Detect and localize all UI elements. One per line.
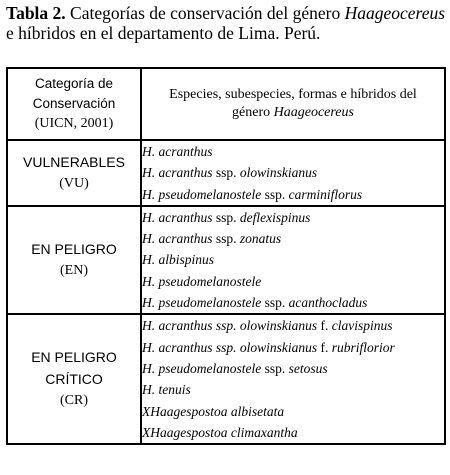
species-list: [141, 206, 445, 314]
species-item: [142, 358, 444, 379]
category-code: (VU): [59, 175, 89, 191]
species-name: H. acranthus: [142, 165, 213, 181]
species-item: [142, 207, 444, 228]
table-caption: [6, 3, 446, 43]
infraspecific-name: olowinskianus: [239, 165, 318, 181]
species-item: [142, 315, 444, 336]
category-cell: [7, 314, 141, 444]
caption-text-2: e híbridos en el departamento de Lima. Perú.: [6, 23, 321, 43]
species-name: H. acranthus: [142, 231, 213, 247]
species-name: H. tenuis: [142, 382, 191, 398]
species-list: [141, 314, 445, 444]
category-name: VULNERABLES: [23, 153, 125, 170]
species-item: [142, 292, 444, 313]
rank-label: f.: [317, 318, 332, 334]
species-name: H. acranthus: [142, 209, 213, 225]
table-row-en: [7, 206, 445, 314]
category-code: (EN): [60, 263, 88, 279]
header-category-line3: (UICN, 2001): [34, 116, 114, 131]
species-name: XHaagespostoa albisetata: [142, 403, 285, 419]
species-item: [142, 271, 444, 292]
rank-label: ssp.: [212, 165, 240, 181]
header-category-line2: Conservación: [32, 96, 116, 111]
species-item: [142, 141, 444, 162]
infraspecific-name: deflexispinus: [239, 209, 311, 225]
species-item: [142, 228, 444, 249]
species-name: H. albispinus: [142, 252, 215, 268]
species-item: [142, 401, 444, 422]
species-name: H. acranthus ssp. olowinskianus: [142, 318, 318, 334]
header-species-genus: Haageocereus: [273, 105, 354, 120]
species-name: H. acranthus ssp. olowinskianus: [142, 339, 318, 355]
species-name: H. pseudomelanostele: [142, 295, 262, 311]
species-name: H. pseudomelanostele: [142, 273, 262, 289]
infraspecific-name: rubriflorior: [331, 339, 395, 355]
species-item: [142, 337, 444, 358]
category-name: EN PELIGRO: [31, 241, 117, 258]
infraspecific-name: acanthocladus: [288, 295, 368, 311]
header-species-prefix: género: [232, 105, 274, 120]
caption-text-1: Categorías de conservación del género: [65, 3, 345, 23]
header-species-line1: Especies, subespecies, formas e híbridos del: [169, 87, 417, 102]
rank-label: f.: [317, 339, 332, 355]
species-name: XHaagespostoa climaxantha: [142, 424, 298, 440]
caption-label: Tabla 2.: [6, 3, 66, 23]
infraspecific-name: setosus: [288, 360, 328, 376]
category-name-line2: CRÍTICO: [45, 371, 103, 388]
header-species: [141, 68, 445, 140]
species-list: [141, 140, 445, 206]
table-row-cr: [7, 314, 445, 444]
caption-genus: Haageocereus: [344, 3, 446, 23]
species-item: [142, 249, 444, 270]
species-item: [142, 379, 444, 400]
species-item: [142, 162, 444, 183]
table-header-row: [7, 68, 445, 140]
infraspecific-name: carminiflorus: [288, 186, 363, 202]
species-item: [142, 184, 444, 205]
infraspecific-name: zonatus: [239, 231, 282, 247]
rank-label: ssp.: [261, 295, 289, 311]
category-cell: [7, 206, 141, 314]
rank-label: ssp.: [261, 360, 289, 376]
species-name: H. pseudomelanostele: [142, 360, 262, 376]
header-species-line2: [142, 104, 444, 122]
category-code: (CR): [60, 393, 88, 409]
species-item: [142, 422, 444, 443]
rank-label: ssp.: [212, 209, 240, 225]
species-name: H. acranthus: [142, 144, 213, 159]
table-row-vu: [7, 140, 445, 206]
category-name-line1: EN PELIGRO: [31, 349, 117, 366]
infraspecific-name: clavispinus: [331, 318, 393, 334]
species-name: H. pseudomelanostele: [142, 186, 262, 202]
conservation-table: [6, 67, 446, 445]
header-category-line1: Categoría de: [34, 76, 114, 91]
rank-label: ssp.: [212, 231, 240, 247]
rank-label: ssp.: [261, 186, 289, 202]
category-cell: [7, 140, 141, 206]
header-category: [7, 68, 141, 140]
